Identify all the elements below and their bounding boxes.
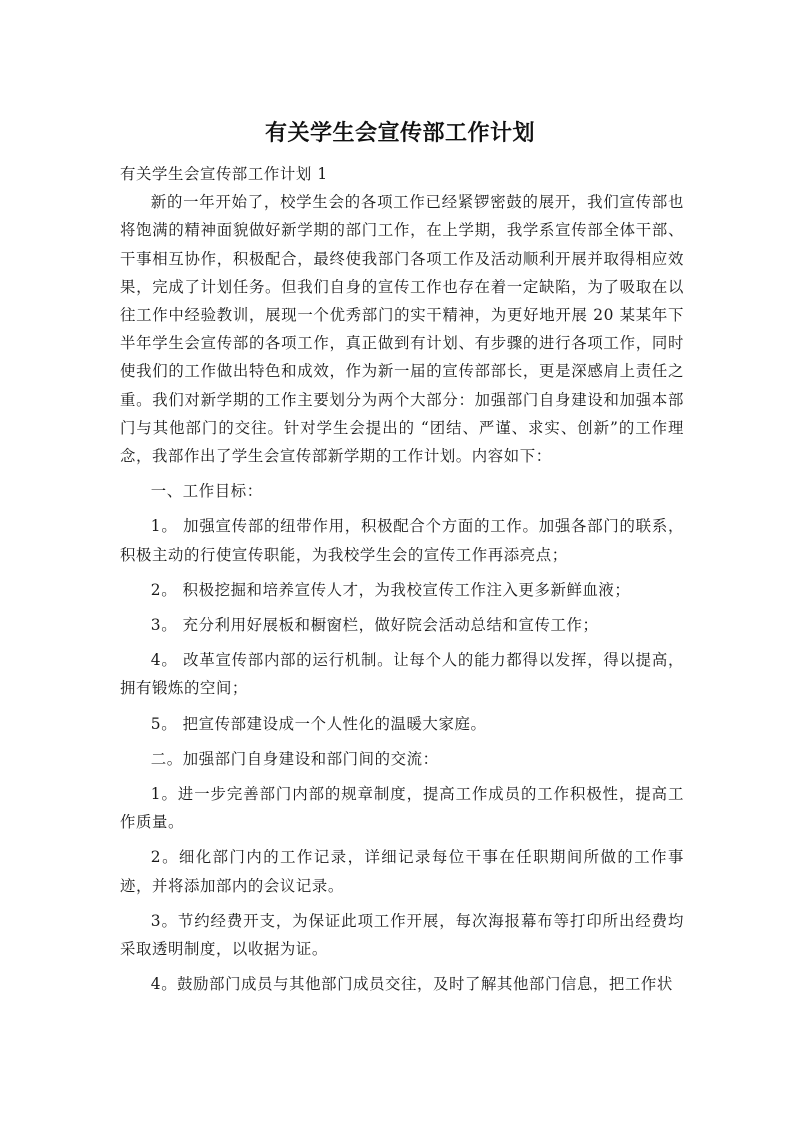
construction-item-2: 2。细化部门内的工作记录，详细记录每位干事在任职期间所做的工作事迹，并将添加部内的会议记录。	[120, 848, 684, 895]
goal-item-1: 1。 加强宣传部的纽带作用，积极配合个方面的工作。加强各部门的联系，积极主动的行使宣传职能，为我校学生会的宣传工作再添亮点；	[120, 517, 684, 564]
construction-item-4: 4。鼓励部门成员与其他部门成员交往，及时了解其他部门信息，把工作状	[150, 975, 673, 994]
document-body	[120, 160, 684, 998]
paragraph-intro: 新的一年开始了，校学生会的各项工作已经紧锣密鼓的展开，我们宣传部也将饱满的精神面貌做好新学期的部门工作，在上学期，我学系宣传部全体干部、干事相互协作，积极配合，最终使我部门各项工作及活动顺利开展并取得相应效果，完成了计划任务。但我们自身的宣传工作也存在着一定缺陷，为了吸取在以往工作中经验教训，展现一个优秀部门的实干精神，为更好地开展 20 某某年下半年学生会宣传部的各项工作，真正做到有计划、有步骤的进行各项工作，同时使我们的工作做出特色和成效，作为新一届的宣传部部长，更是深感肩上责任之重。我们对新学期的工作主要划分为两个大部分：加强部门自身建设和加强本部门与其他部门的交往。针对学生会提出的 “团结、严谨、求实、创新”的工作理念，我部作出了学生会宣传部新学期的工作计划。内容如下：	[120, 193, 684, 466]
construction-item-1: 1。进一步完善部门内部的规章制度，提高工作成员的工作积极性，提高工作质量。	[120, 785, 684, 832]
section-heading-construction: 二。加强部门自身建设和部门间的交流：	[150, 749, 439, 768]
document-title: 有关学生会宣传部工作计划	[264, 121, 535, 146]
construction-item-3: 3。节约经费开支，为保证此项工作开展，每次海报幕布等打印所出经费均采取透明制度，以收据为证。	[120, 911, 684, 959]
document-subtitle: 有关学生会宣传部工作计划 1	[120, 165, 328, 183]
goal-item-4: 4。 改革宣传部内部的运行机制。让每个人的能力都得以发挥，得以提高，拥有锻炼的空间；	[120, 651, 684, 698]
section-heading-goals: 一、工作目标：	[150, 482, 263, 501]
goal-item-3: 3。 充分利用好展板和橱窗栏，做好院会活动总结和宣传工作；	[150, 616, 599, 635]
goal-item-2: 2。 积极挖掘和培养宣传人才，为我校宣传工作注入更多新鲜血液；	[150, 580, 631, 599]
goal-item-5: 5。 把宣传部建设成一个人性化的温暖大家庭。	[150, 714, 487, 733]
